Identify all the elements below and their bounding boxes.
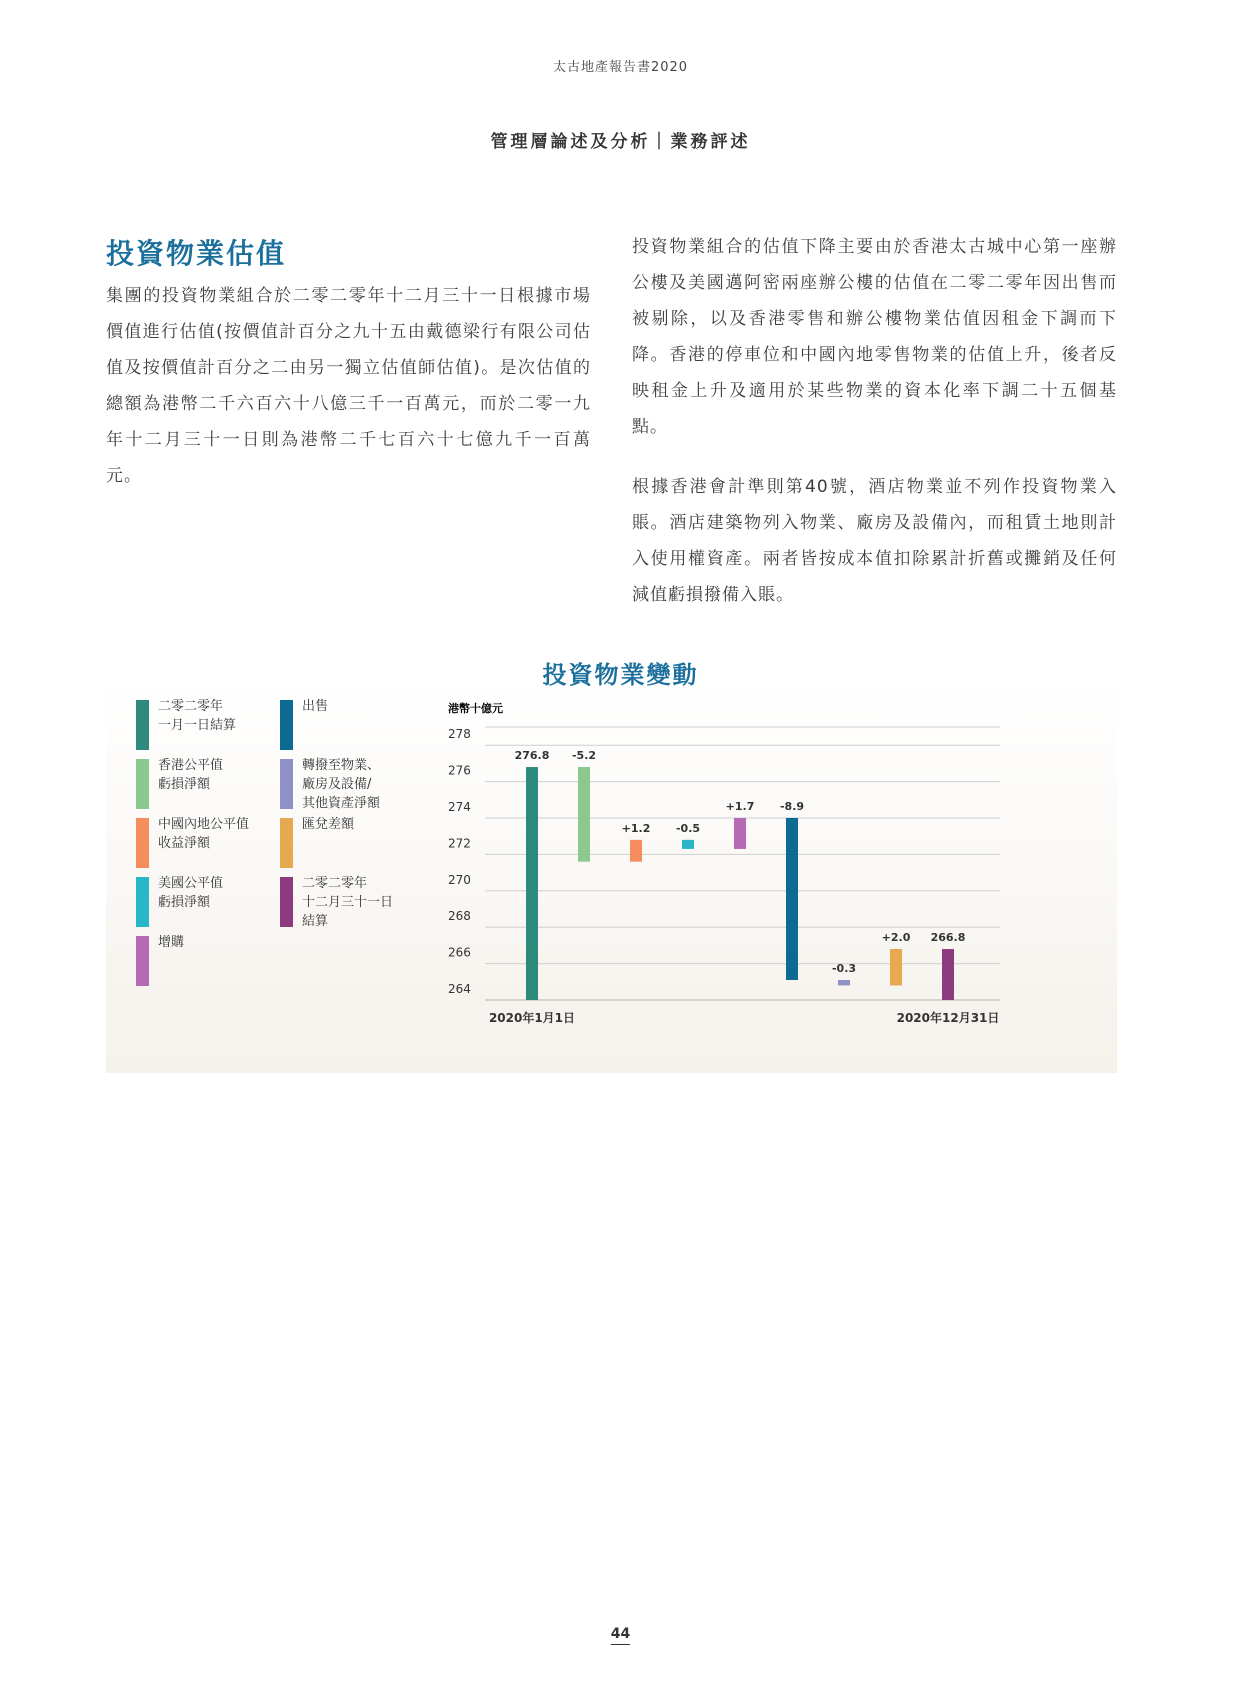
legend-swatch — [136, 700, 149, 750]
legend-label: 二零二零年 十二月三十一日 結算 — [302, 876, 394, 929]
legend-label: 美國公平值 虧損淨額 — [158, 876, 224, 910]
page-number — [0, 1626, 1241, 1642]
running-title: 太古地產報告書2020 — [552, 60, 689, 75]
bar-2 — [578, 767, 590, 862]
section-header: 管理層論述及分析｜業務評述 — [490, 132, 751, 152]
grid — [485, 727, 1000, 1000]
value-label-4: -0.5 — [675, 821, 701, 835]
y-tick-label: 278 — [448, 727, 471, 742]
right-column — [632, 229, 1117, 613]
y-tick-label: 264 — [448, 982, 471, 996]
bar-9 — [942, 949, 954, 1000]
value-label-8: +2.0 — [881, 931, 911, 945]
legend-label: 轉撥至物業、 廠房及設備/ 其他資產淨額 — [302, 758, 381, 811]
legend-label: 中國內地公平值 收益淨額 — [158, 817, 250, 851]
y-tick-label: 268 — [448, 909, 471, 924]
y-ticks — [448, 727, 471, 996]
bar-4 — [682, 840, 694, 849]
value-label-2: -5.2 — [571, 749, 597, 763]
x-start-label: 2020年1月1日 — [488, 1011, 576, 1025]
legend-swatch — [280, 877, 293, 927]
y-axis-unit: 港幣十億元 — [448, 702, 503, 715]
bar-1 — [526, 767, 538, 1000]
legend-label: 香港公平值 虧損淨額 — [158, 758, 224, 792]
right-paragraph-1: 投資物業組合的估值下降主要由於香港太古城中心第一座辦公樓及美國邁阿密兩座辦公樓的估值在二零二零年因出售而被剔除，以及香港零售和辦公樓物業估值因租金下調而下降。香港的停車位和中國內地零售物業的估值上升，後者反映租金上升及適用於某些物業的資本化率下調二十五個基點。 — [632, 237, 1117, 437]
legend-label: 出售 — [302, 699, 329, 714]
legend-swatch — [136, 818, 149, 868]
x-end-label: 2020年12月31日 — [896, 1011, 1000, 1025]
chart-title: 投資物業變動 — [542, 661, 699, 689]
bar-5 — [734, 818, 746, 849]
value-label-5: +1.7 — [725, 800, 755, 813]
y-tick-label: 266 — [448, 945, 471, 960]
legend-label: 增購 — [158, 935, 185, 950]
article-heading: 投資物業估值 — [106, 237, 287, 270]
y-tick-label: 270 — [448, 872, 471, 887]
bar-3 — [630, 840, 642, 862]
page-number-text: 44 — [611, 1626, 630, 1645]
legend-swatch — [136, 877, 149, 927]
legend-label: 匯兌差額 — [302, 817, 355, 832]
bar-8 — [890, 949, 902, 985]
bar-7 — [838, 980, 850, 985]
y-tick-label: 276 — [448, 763, 471, 778]
legend-swatch — [136, 936, 149, 986]
left-column — [106, 278, 591, 494]
y-tick-label: 272 — [448, 836, 471, 851]
value-label-6: -8.9 — [779, 800, 805, 813]
legend-swatch — [280, 818, 293, 868]
y-tick-label: 274 — [448, 800, 471, 814]
legend-swatch — [136, 759, 149, 809]
legend-swatch — [280, 759, 293, 809]
legend-swatch — [280, 700, 293, 750]
value-label-9: 266.8 — [930, 931, 966, 945]
left-paragraph: 集團的投資物業組合於二零二零年十二月三十一日根據市場價值進行估值(按價值計百分之九十五由戴德梁行有限公司估值及按價值計百分之二由另一獨立估值師估值)。是次估值的總額為港幣二千六百六十八億三千一百萬元，而於二零一九年十二月三十一日則為港幣二千七百六十七億九千一百萬元。 — [106, 286, 591, 486]
legend-label: 二零二零年 一月一日結算 — [158, 699, 237, 733]
right-paragraph-2: 根據香港會計準則第40號，酒店物業並不列作投資物業入賬。酒店建築物列入物業、廠房及設備內，而租賃土地則計入使用權資產。兩者皆按成本值扣除累計折舊或攤銷及任何減值虧損撥備入賬。 — [632, 477, 1117, 605]
value-label-3: +1.2 — [621, 821, 651, 835]
value-label-1: 276.8 — [514, 749, 550, 763]
waterfall-chart — [440, 700, 1020, 1040]
bar-6 — [786, 818, 798, 980]
value-label-7: -0.3 — [831, 961, 857, 975]
